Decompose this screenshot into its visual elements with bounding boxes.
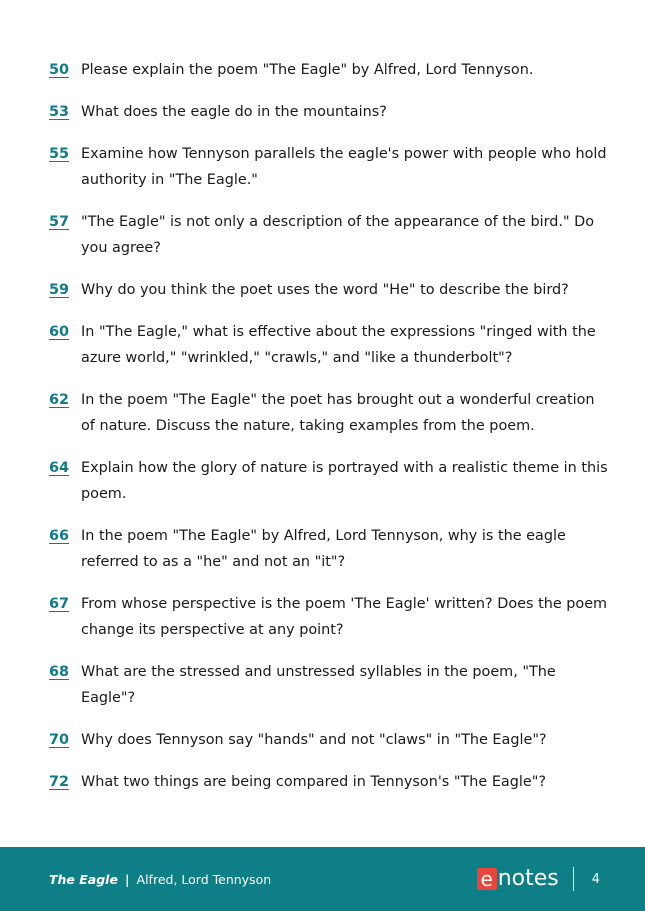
question-number-link[interactable]: 67 bbox=[49, 596, 70, 612]
question-list bbox=[49, 57, 609, 811]
question-text: Why do you think the poet uses the word "He" to describe the bird? bbox=[81, 282, 569, 298]
question-text: Explain how the glory of nature is portrayed with a realistic theme in this poem. bbox=[81, 460, 608, 502]
question-number-link[interactable]: 60 bbox=[49, 324, 70, 340]
question-item bbox=[49, 277, 609, 303]
question-number-link[interactable]: 66 bbox=[49, 528, 70, 544]
enotes-logo-icon: e bbox=[477, 868, 497, 890]
question-text: In the poem "The Eagle" the poet has brought out a wonderful creation of nature. Discuss the nature, taking examples from the poem. bbox=[81, 392, 595, 434]
question-number-link[interactable]: 64 bbox=[49, 460, 70, 476]
footer-brand bbox=[477, 847, 600, 911]
question-text: From whose perspective is the poem 'The Eagle' written? Does the poem change its perspective at any point? bbox=[81, 596, 608, 638]
footer-citation bbox=[49, 847, 271, 911]
footer-divider bbox=[573, 867, 574, 891]
question-number-link[interactable]: 59 bbox=[49, 282, 70, 298]
question-text: "The Eagle" is not only a description of the appearance of the bird." Do you agree? bbox=[81, 214, 595, 256]
page-footer bbox=[0, 847, 645, 911]
question-item bbox=[49, 591, 609, 643]
question-item bbox=[49, 209, 609, 261]
question-text: Examine how Tennyson parallels the eagle's power with people who hold authority in "The Eagle." bbox=[81, 146, 607, 188]
question-item bbox=[49, 387, 609, 439]
question-item bbox=[49, 57, 609, 83]
question-text: In the poem "The Eagle" by Alfred, Lord Tennyson, why is the eagle referred to as a "he" and not an "it"? bbox=[81, 528, 566, 570]
question-number-link[interactable]: 68 bbox=[49, 664, 70, 680]
question-number-link[interactable]: 70 bbox=[49, 732, 70, 748]
question-number-link[interactable]: 57 bbox=[49, 214, 70, 230]
footer-work-title: The Eagle bbox=[49, 871, 118, 887]
question-number-link[interactable]: 55 bbox=[49, 146, 70, 162]
question-text: What does the eagle do in the mountains? bbox=[81, 104, 387, 120]
question-text: What are the stressed and unstressed syllables in the poem, "The Eagle"? bbox=[81, 664, 556, 706]
question-text: In "The Eagle," what is effective about the expressions "ringed with the azure world," "wrinkled," "crawls," and "like a thunderbolt"? bbox=[81, 324, 596, 366]
question-item bbox=[49, 455, 609, 507]
question-item bbox=[49, 141, 609, 193]
question-text: What two things are being compared in Tennyson's "The Eagle"? bbox=[81, 774, 546, 790]
question-text: Please explain the poem "The Eagle" by Alfred, Lord Tennyson. bbox=[81, 62, 534, 78]
question-item bbox=[49, 659, 609, 711]
question-item bbox=[49, 769, 609, 795]
page-number: 4 bbox=[591, 871, 600, 887]
question-item bbox=[49, 727, 609, 753]
question-number-link[interactable]: 72 bbox=[49, 774, 70, 790]
question-item bbox=[49, 523, 609, 575]
footer-author: Alfred, Lord Tennyson bbox=[136, 871, 272, 887]
question-item bbox=[49, 319, 609, 371]
question-item bbox=[49, 99, 609, 125]
enotes-logo-text: notes bbox=[497, 866, 559, 891]
question-number-link[interactable]: 53 bbox=[49, 104, 70, 120]
question-number-link[interactable]: 62 bbox=[49, 392, 70, 408]
footer-separator: | bbox=[124, 871, 130, 887]
enotes-logo bbox=[477, 868, 559, 890]
question-number-link[interactable]: 50 bbox=[49, 62, 70, 78]
question-text: Why does Tennyson say "hands" and not "claws" in "The Eagle"? bbox=[81, 732, 547, 748]
